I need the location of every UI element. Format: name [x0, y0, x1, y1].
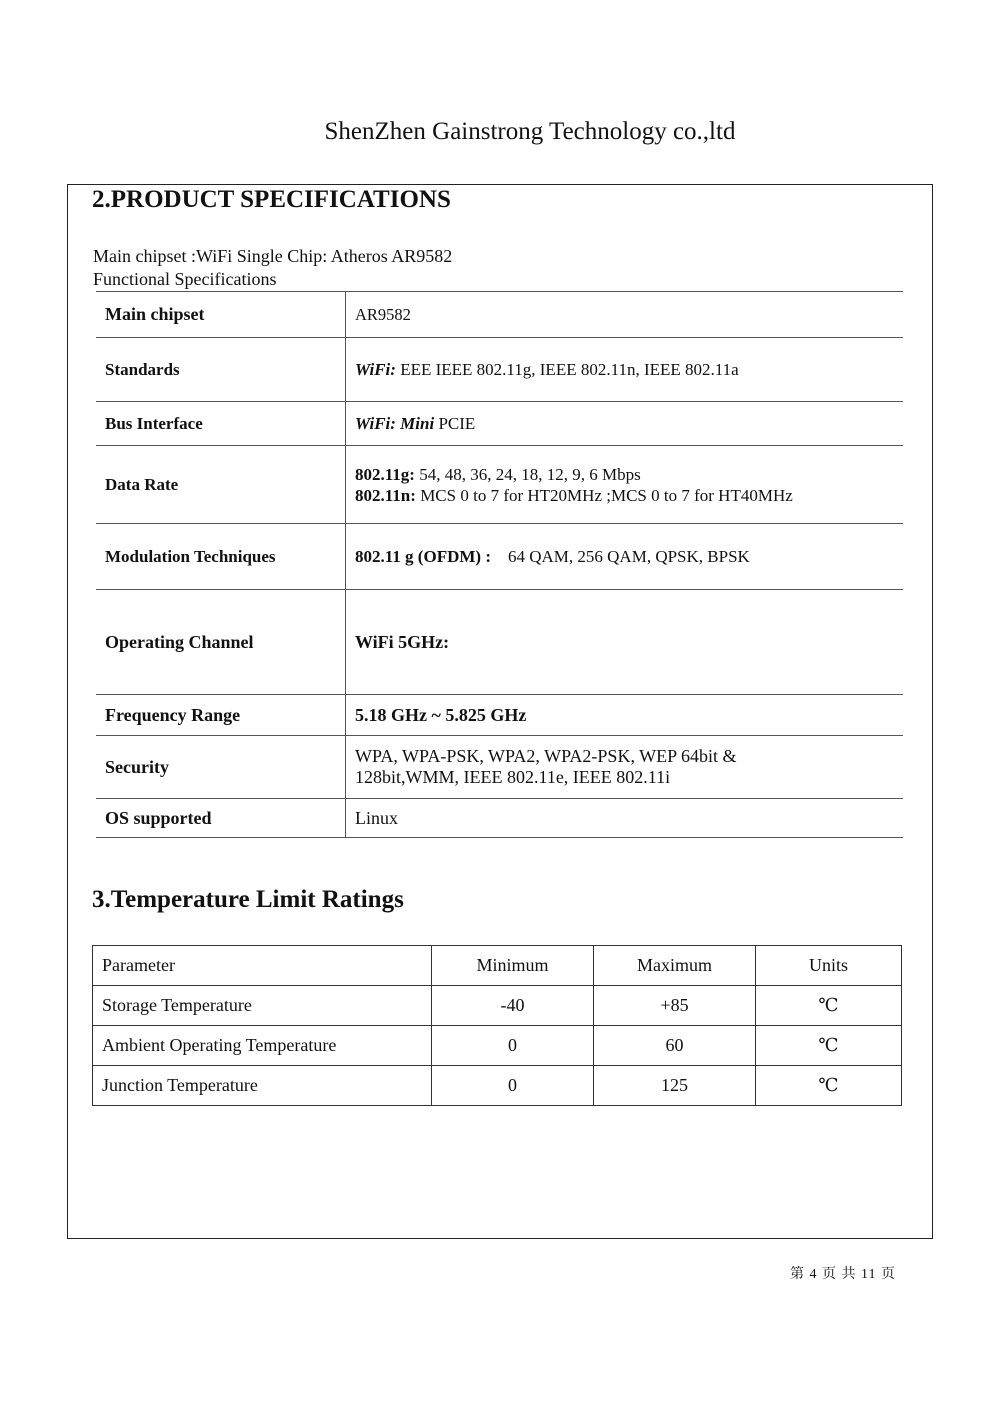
spec-key: Frequency Range — [96, 695, 346, 736]
table-row — [96, 292, 903, 338]
table-row — [93, 1066, 902, 1106]
data-rate-line-2 — [355, 485, 894, 506]
column-header: Maximum — [594, 946, 756, 986]
table-row — [96, 402, 903, 446]
security-line-1: WPA, WPA-PSK, WPA2, WPA2-PSK, WEP 64bit & — [355, 746, 737, 766]
table-header-row — [93, 946, 902, 986]
spec-value — [346, 736, 904, 799]
section-title-temperature: 3.Temperature Limit Ratings — [92, 886, 404, 913]
spec-value-prefix: 802.11n: — [355, 485, 416, 505]
column-header: Minimum — [432, 946, 594, 986]
table-cell: 0 — [432, 1026, 594, 1066]
spec-key: Data Rate — [96, 446, 346, 524]
table-row — [96, 338, 903, 402]
data-rate-line-1 — [355, 464, 894, 485]
spec-value-prefix: 802.11g: — [355, 464, 415, 484]
spec-value-text: PCIE — [434, 414, 476, 433]
security-line-2: 128bit,WMM, IEEE 802.11e, IEEE 802.11i — [355, 767, 671, 787]
table-cell: 125 — [594, 1066, 756, 1106]
spec-key: Security — [96, 736, 346, 799]
table-row — [93, 986, 902, 1026]
spec-value — [346, 695, 904, 736]
spec-value-bold: 5.18 GHz ~ 5.825 GHz — [355, 704, 527, 725]
spec-value — [346, 402, 904, 446]
page-number: 第 4 页 共 11 页 — [790, 1267, 896, 1282]
functional-specs-label: Functional Specifications — [93, 269, 277, 289]
table-row — [96, 524, 903, 590]
spec-value-text: 54, 48, 36, 24, 18, 12, 9, 6 Mbps — [414, 464, 641, 484]
spec-value-text: 64 QAM, 256 QAM, QPSK, BPSK — [490, 547, 750, 566]
table-cell: 0 — [432, 1066, 594, 1106]
spec-key: Standards — [96, 338, 346, 402]
spec-key: OS supported — [96, 799, 346, 838]
company-header: ShenZhen Gainstrong Technology co.,ltd — [324, 118, 736, 145]
spec-value-text: EEE IEEE 802.11g, IEEE 802.11n, IEEE 802.11a — [395, 360, 739, 379]
spec-value-prefix: WiFi: Mini — [355, 414, 435, 433]
section-title-product-specs: 2.PRODUCT SPECIFICATIONS — [92, 186, 451, 213]
table-cell: Ambient Operating Temperature — [93, 1026, 432, 1066]
table-cell: Storage Temperature — [93, 986, 432, 1026]
spec-value: Linux — [346, 799, 904, 838]
spec-key: Operating Channel — [96, 590, 346, 695]
spec-key: Bus Interface — [96, 402, 346, 446]
table-row — [96, 590, 903, 695]
table-cell: ℃ — [756, 1066, 902, 1106]
spec-value — [346, 590, 904, 695]
spec-value-prefix: WiFi: — [355, 360, 396, 379]
spec-value: AR9582 — [346, 292, 904, 338]
table-row — [93, 1026, 902, 1066]
table-row — [96, 736, 903, 799]
column-header: Parameter — [93, 946, 432, 986]
temperature-table — [92, 945, 902, 1106]
table-cell: ℃ — [756, 1026, 902, 1066]
spec-value — [346, 446, 904, 524]
table-cell: Junction Temperature — [93, 1066, 432, 1106]
table-cell: 60 — [594, 1026, 756, 1066]
table-cell: -40 — [432, 986, 594, 1026]
table-row — [96, 695, 903, 736]
table-cell: +85 — [594, 986, 756, 1026]
column-header: Units — [756, 946, 902, 986]
spec-value — [346, 338, 904, 402]
spec-table — [96, 291, 903, 838]
table-cell: ℃ — [756, 986, 902, 1026]
table-row — [96, 799, 903, 838]
spec-value — [346, 524, 904, 590]
spec-value-prefix: 802.11 g (OFDM) : — [355, 547, 491, 566]
spec-key: Main chipset — [96, 292, 346, 338]
table-row — [96, 446, 903, 524]
spec-value-bold: WiFi 5GHz: — [355, 631, 450, 652]
spec-key: Modulation Techniques — [96, 524, 346, 590]
spec-value-text: MCS 0 to 7 for HT20MHz ;MCS 0 to 7 for HT40MHz — [415, 485, 793, 505]
main-chipset-line: Main chipset :WiFi Single Chip: Atheros AR9582 — [93, 246, 453, 266]
